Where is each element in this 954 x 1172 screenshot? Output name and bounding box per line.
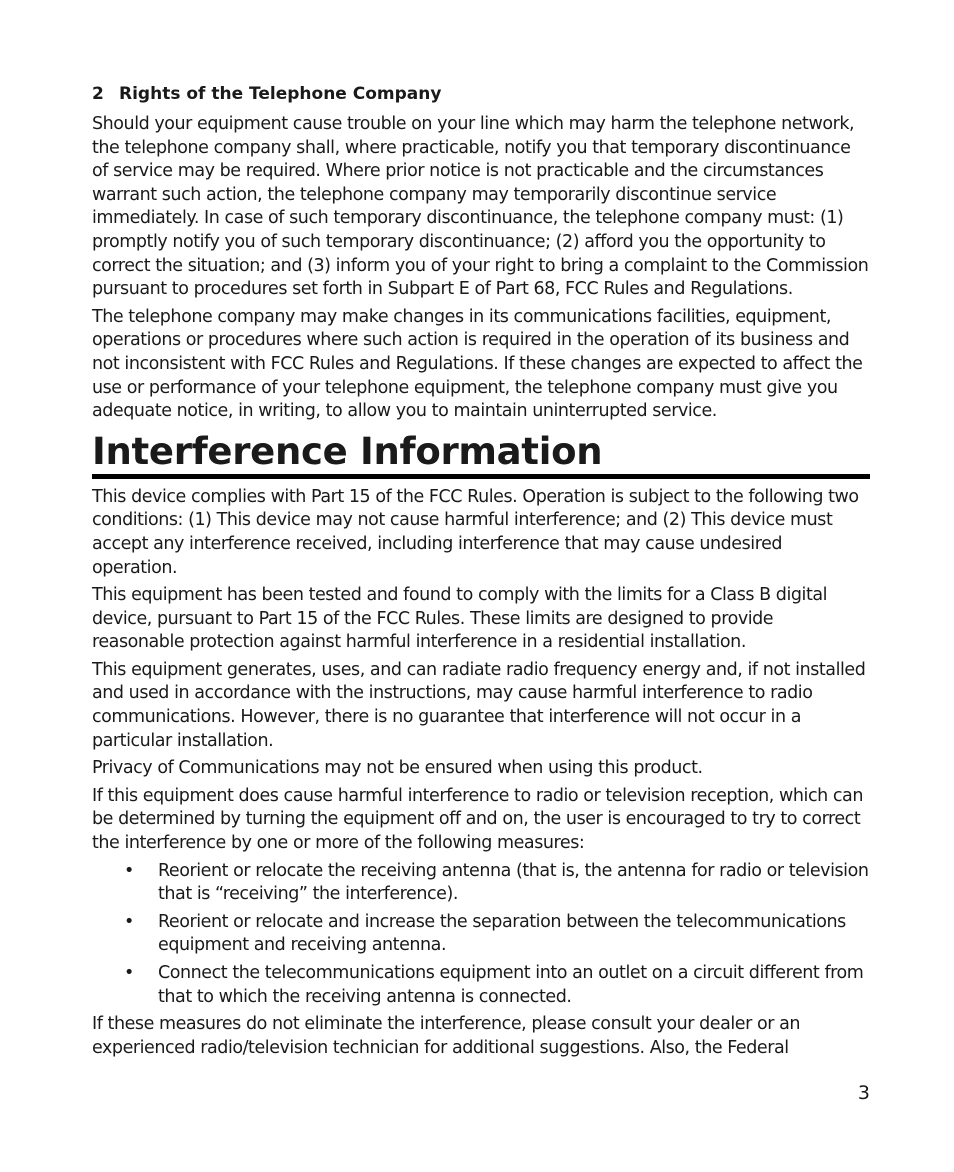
list-item [92,860,870,907]
document-page [92,80,870,1064]
paragraph: If this equipment does cause harmful interference to radio or television reception, which can be determined by turning the equipment off and on, the user is encouraged to try to correct the interference by one or more of the following measures: [92,785,863,854]
list-item-text: Reorient or relocate the receiving antenna (that is, the antenna for radio or television that is “receiving” the interference). [158,860,869,905]
paragraph: Should your equipment cause trouble on your line which may harm the telephone network, the telephone company shall, where practicable, notify you that temporary discontinuance of service may be required. Where prior notice is not practicable and the circumstances warrant such action, the telephone company may temporarily discontinue service immediately. In case of such temporary discontinuance, the telephone company must: (1) promptly notify you of such temporary discontinuance; (2) afford you the opportunity to correct the situation; and (3) inform you of your right to bring a complaint to the Commission pursuant to procedures set forth in Subpart E of Part 68, FCC Rules and Regulations. [92,114,869,300]
section-heading [92,80,870,108]
paragraph: This device complies with Part 15 of the FCC Rules. Operation is subject to the following two conditions: (1) This device may not cause harmful interference; and (2) This device must accept any interference received, including interference that may cause undesired operation. [92,486,859,578]
list-item [92,911,870,958]
list-item-text: Reorient or relocate and increase the separation between the telecommunications equipment and receiving antenna. [158,911,846,956]
paragraph: The telephone company may make changes in its communications facilities, equipment, operations or procedures where such action is required in the operation of its business and not inconsistent with FCC Rules and Regulations. If these changes are expected to affect the use or performance of your telephone equipment, the telephone company must give you adequate notice, in writing, to allow you to maintain uninterrupted service. [92,306,863,422]
section-title: Rights of the Telephone Company [119,84,442,104]
list-item-text: Connect the telecommunications equipment into an outlet on a circuit different from that to which the receiving antenna is connected. [158,963,864,1007]
page-number: 3 [857,1082,870,1104]
page-title: Interference Information [92,430,870,479]
list-item [92,962,870,1009]
paragraph: This equipment has been tested and found to comply with the limits for a Class B digital device, pursuant to Part 15 of the FCC Rules. These limits are designed to provide reasonable protection against harmful interference in a residential installation. [92,585,828,653]
bullet-icon: • [124,963,134,983]
measures-list [92,860,870,1010]
paragraph: This equipment generates, uses, and can radiate radio frequency energy and, if not installed and used in accordance with the instructions, may cause harmful interference to radio communications. However, there is no guarantee that interference will not occur in a particular installation. [92,659,866,751]
bullet-icon: • [124,860,134,881]
section-number: 2 [92,84,104,104]
paragraph: If these measures do not eliminate the interference, please consult your dealer or an experienced radio/television technician for additional suggestions. Also, the Federal [92,1014,800,1058]
bullet-icon: • [124,911,134,932]
paragraph: Privacy of Communications may not be ensured when using this product. [92,758,703,779]
